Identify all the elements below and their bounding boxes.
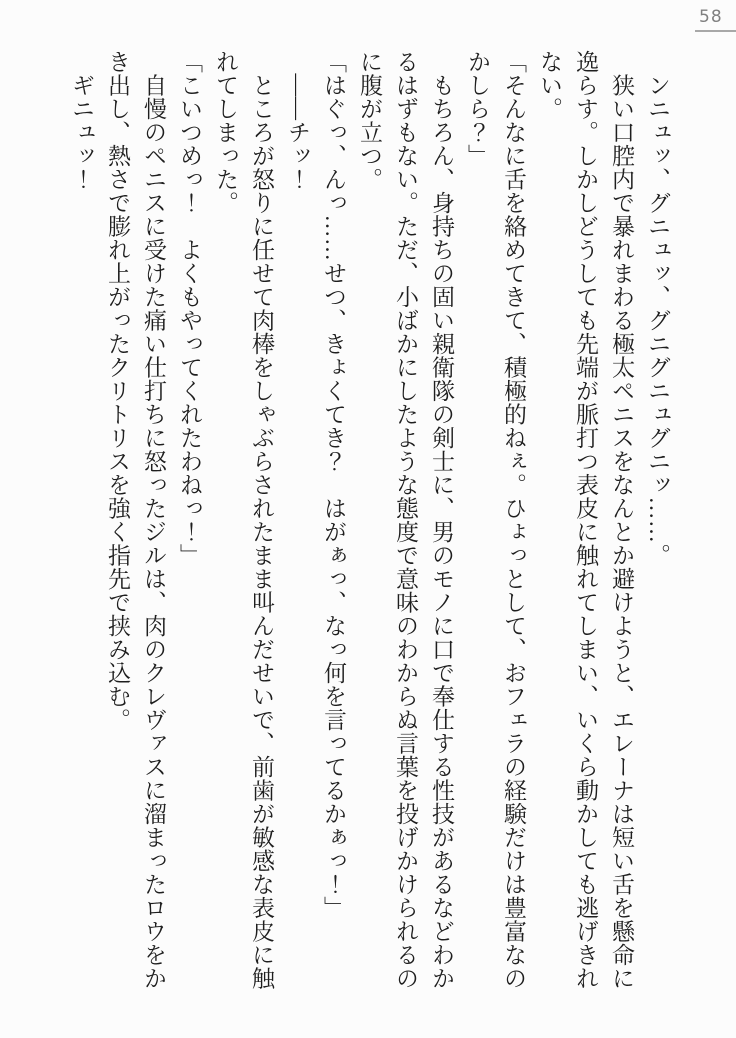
text-line: 「はぐっ、んっ……せつ、きょくてき？ はがぁっ、なっ何を言ってるかぁっ！」 — [321, 50, 346, 920]
text-line: 「こいつめっ！ よくもやってくれたわねっ！」 — [177, 50, 202, 567]
text-line: ところが怒りに任せて肉棒をしゃぶらされたまま叫んだせいで、前歯が敏感な表皮に触 — [249, 50, 274, 990]
text-line: ギニュッ！ — [69, 50, 94, 191]
text-line: に腹が立つ。 — [357, 50, 382, 191]
text-line: るはずもない。ただ、小ばかにしたような態度で意味のわからぬ言葉を投げかけられるの — [393, 50, 418, 990]
text-line: ンニュッ、グニュッ、グニグニュグニッ……。 — [645, 50, 670, 567]
page-number-rule — [695, 8, 736, 32]
text-line: 狭い口腔内で暴れまわる極太ペニスをなんとか避けようと、エレーナは短い舌を懸命に — [609, 50, 634, 990]
text-block — [63, 50, 675, 996]
text-line: かしら？」 — [465, 50, 490, 168]
text-line: 逸らす。しかしどうしても先端が脈打つ表皮に触れてしまい、いくら動かしても逃げきれ — [573, 50, 598, 990]
text-line: 「そんなに舌を絡めてきて、積極的ねぇ。ひょっとして、おフェラの経験だけは豊富なの — [501, 50, 526, 990]
text-line: 自慢のペニスに受けた痛い仕打ちに怒ったジルは、肉のクレヴァスに溜まったロウをか — [141, 50, 166, 990]
text-line: れてしまった。 — [213, 50, 238, 215]
text-line: き出し、熱さで膨れ上がったクリトリスを強く指先で挟み込む。 — [105, 50, 130, 732]
text-line: ない。 — [537, 50, 562, 121]
text-line: もちろん、身持ちの固い親衛隊の剣士に、男のモノに口で奉仕する性技があるなどわか — [429, 50, 454, 990]
page-number: 58 — [699, 7, 723, 27]
text-line: ――チッ！ — [285, 50, 310, 191]
